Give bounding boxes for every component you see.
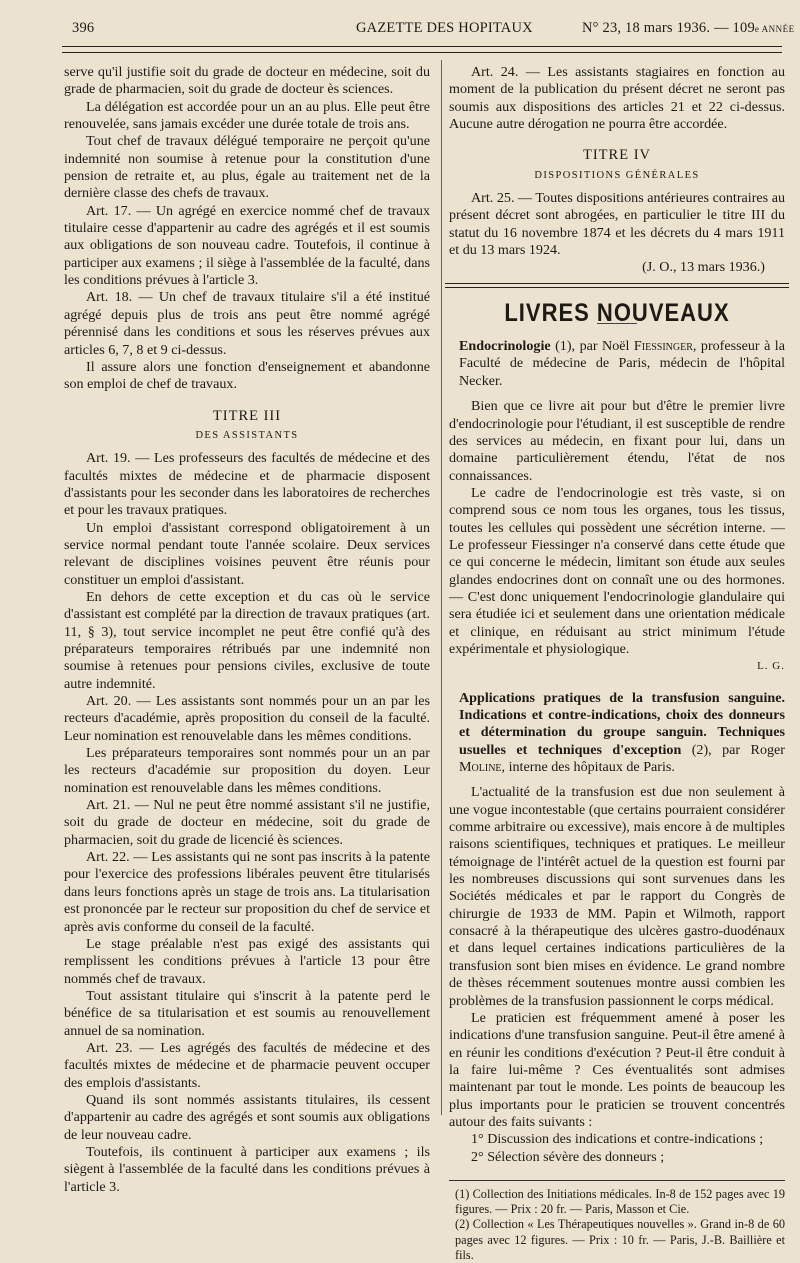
spacer	[449, 776, 785, 784]
article-24: Art. 24. — Les assistants stagiaires en fonction au moment de la publication du présent décret ne seront pas soumis aux dispositions des articles 21 et 22 ci-dessus. Aucune autre dérogation ne pourra être accordée.	[449, 64, 785, 133]
journal-officiel-ref: (J. O., 13 mars 1936.)	[642, 259, 765, 276]
article-18: Art. 18. — Un chef de travaux titulaire s'il a été institué agrégé depuis plus de trois ans peut être nommé agrégé pérennisé dans les conditions et sous les réserves prévues aux articles 6, 7, 8 et 9 ci-dessus.	[64, 289, 430, 358]
paragraph: Toutefois, ils continuent à participer aux examens ; ils siègent à l'assemblée de la faculté dans les conditions prévues à l'article 3.	[64, 1143, 430, 1195]
header-rule-thick	[62, 46, 782, 47]
book-title: Endocrinologie	[459, 338, 551, 355]
list-item: 2° Sélection sévère des donneurs ;	[471, 1148, 665, 1165]
review-paragraph: Bien que ce livre ait pour but d'être le premier livre d'endocrinologie pour l'étudiant, il est susceptible de rendre des services au médecin, en fixant pour lui, dans un domaine particulièrement étendu, l'état de nos connaissances.	[449, 398, 785, 484]
paragraph: Les préparateurs temporaires sont nommés pour un an par les recteurs d'académie sur proposition du doyen. Leur nomination est renouvelable dans les mêmes conditions.	[64, 745, 430, 796]
book-author: Moline,	[459, 759, 506, 776]
review-paragraph: L'actualité de la transfusion est due non seulement à une vogue incontestable (que certains pourraient considérer comme arbitraire ou excessive), mais encore à de multiples raisons scientifiques, techniques et pratiques. Le meilleur témoignage de l'intérêt actuel de la question est fourni par les nombreuses discussions qui sont survenues dans les Sociétés médicales et par le rapport du Congrès de chirurgie de 1933 de MM. Papin et Wilmoth, rapport consacré à la thérapeutique des ulcères gastro-duodénaux et dans lequel certaines indications particulières de la transfusion sont bien mises en évidence. Le grand nombre de thèses récemment soutenues montre aussi combien les problèmes de la transfusion passionnent le corps médical.	[449, 784, 785, 1009]
book-author-details: professeur à la Faculté de médecine de Paris, médecin de l'hôpital Necker.	[459, 338, 785, 389]
issue-year-suffix: e ANNÉE	[754, 24, 795, 34]
review-paragraph: Le praticien est fréquemment amené à poser les indications d'une transfusion sanguine. Peut-il être amené à en réunir les conditions d'exécution ? Peut-il être conduit à la faire lui-même ? Ces éventualités sont admises maintenant par tout le monde. Les points de beaucoup les plus importants pour le praticien se trouvent concentrés autour des faits suivants :	[449, 1009, 785, 1130]
footnote-ref: (2),	[691, 741, 712, 758]
paragraph: Tout assistant titulaire qui s'inscrit à la patente perd le bénéfice de sa titularisation et est soumis au renouvellement annuel de sa nomination.	[64, 987, 430, 1039]
book-author-details: interne des hôpitaux de Paris.	[508, 759, 675, 776]
right-column	[449, 64, 785, 1263]
article-22: Art. 22. — Les assistants qui ne sont pas inscrits à la patente pour l'exercice des professions libérales peuvent être titularisés dans leurs fonctions après un stage de trois ans. La titularisation est prononcée par le recteur sur proposition du chef de service et après avis conforme du conseil de la faculté.	[64, 849, 430, 935]
book-entry-header	[449, 338, 785, 390]
article-20: Art. 20. — Les assistants sont nommés pour un an par les recteurs d'académie, après proposition du conseil de la faculté. Leur nomination est renouvelable dans les mêmes conditions.	[64, 693, 430, 744]
paragraph: Un emploi d'assistant correspond obligatoirement à un service normal pendant toute l'année scolaire. Deux services relevant de disciplines voisines peuvent être réunis pour constituer un emploi d'assistant.	[64, 519, 430, 588]
section-rule-thin	[445, 287, 789, 288]
paragraph: En dehors de cette exception et du cas où le service d'assistant est complété par la direction de travaux pratiques (art. 11, § 3), tout service incomplet ne peut être confié qu'à des préparateurs temporaires rétribués par une indemnité non soumise à retenues pour pensions civiles, exclusive de toute autre indemnité.	[64, 588, 430, 692]
book-review-transfusion	[449, 690, 785, 1166]
paragraph: Quand ils sont nommés assistants titulaires, ils cessent d'appartenir au cadre des agrégés et sont soumis aux obligations de leur nouveau cadre.	[64, 1091, 430, 1143]
review-signature: L. G.	[757, 660, 785, 673]
footnote-ref: (1),	[555, 338, 576, 355]
article-17: Art. 17. — Un agrégé en exercice nommé chef de travaux titulaire cesse d'appartenir au cadre des agrégés et il est soumis aux obligations de son nouveau cadre. Toutefois, il continue à participer aux examens ; il siège à l'assemblée de la faculté, dans les conditions prévues à l'article 3.	[64, 202, 430, 289]
journal-title: GAZETTE DES HOPITAUX	[356, 20, 533, 36]
book-by: par Roger	[722, 741, 785, 758]
footnote-1: (1) Collection des Initiations médicales. In-8 de 152 pages avec 19 figures. — Prix : 20 fr. — Paris, Masson et Cie.	[455, 1186, 785, 1217]
article-23: Art. 23. — Les agrégés des facultés de médecine et des facultés mixtes de médecine et de pharmacie peuvent occuper des emplois d'assistants.	[64, 1039, 430, 1091]
section-title-titre-3: TITRE III	[212, 407, 282, 424]
paragraph: La délégation est accordée pour un an au plus. Elle peut être renouvelée, sans jamais excéder une durée totale de trois ans.	[64, 98, 430, 133]
header-rule-thin	[62, 52, 782, 53]
section-heading-livres-nouveaux: LIVRES NOUVEAUX	[504, 297, 730, 327]
column-divider	[441, 60, 442, 1115]
list-item: 1° Discussion des indications et contre-indications ;	[471, 1131, 764, 1148]
paragraph: Il assure alors une fonction d'enseignement et abandonne son emploi de chef de travaux.	[64, 358, 430, 393]
review-paragraph: Le cadre de l'endocrinologie est très vaste, si on comprend sous ce nom tous les organes, tous les tissus, toutes les cellules qui possèdent une sécrétion interne. — Le professeur Fiessinger n'a conservé dans cette étude que ce qui concerne le médecin, limitant son étude aux seules glandes endocrines dont on connaît une ou des hormones. — C'est donc uniquement l'endocrinologie glandulaire qui sera étudiée ici et seulement dans une orientation médicale et clinique, en réduisant au strict minimum l'étude expérimentale et physiologique.	[449, 484, 785, 657]
paragraph: serve qu'il justifie soit du grade de docteur en médecine, soit du grade de pharmacien, soit du grade de docteur ès sciences.	[64, 64, 430, 98]
book-title: Applications pratiques de la transfusion sanguine. Indications et contre-indications, choix des donneurs et détermination du groupe sanguin. Techniques usuelles et techniques d'exception	[459, 689, 785, 758]
spacer	[449, 390, 785, 398]
section-title-titre-4: TITRE IV	[583, 147, 651, 164]
book-entry-header	[449, 690, 785, 777]
page-header	[60, 20, 795, 42]
book-review-endocrinologie	[449, 338, 785, 676]
section-subtitle-assistants: DES ASSISTANTS	[195, 429, 299, 441]
issue-date: N° 23, 18 mars 1936. — 109	[582, 20, 755, 36]
paragraph: Le stage préalable n'est pas exigé des assistants qui remplissent les conditions prévues à l'article 13 pour être nommés chef de travaux.	[64, 935, 430, 987]
article-21: Art. 21. — Nul ne peut être nommé assistant s'il ne justifie, soit du grade de docteur en médecine, soit du grade de pharmacien, soit du grade de licencié ès sciences.	[64, 797, 430, 848]
left-column	[64, 64, 430, 1196]
issue-info	[582, 20, 795, 37]
section-subtitle-dispositions: DISPOSITIONS GÉNÉRALES	[534, 169, 700, 181]
book-author: Fiessinger,	[633, 338, 697, 355]
paragraph: Tout chef de travaux délégué temporaire ne perçoit qu'une indemnité non soumise à retenue pour la constitution d'une pension de retraite et, au plus, égale au traitement net de la dernière classe des chefs de travaux.	[64, 133, 430, 202]
spacer	[449, 676, 785, 690]
article-19: Art. 19. — Les professeurs des facultés de médecine et des facultés mixtes de médecine et de pharmacie disposent d'assistants pour les seconder dans les laboratoires de recherches et pour les travaux pratiques.	[64, 450, 430, 519]
section-rule-thick	[445, 283, 789, 284]
page-number: 396	[72, 20, 95, 36]
footnote-rule	[449, 1180, 785, 1181]
book-by: par Noël	[579, 338, 630, 355]
footnote-2: (2) Collection « Les Thérapeutiques nouvelles ». Grand in-8 de 60 pages avec 12 figures. — Prix : 10 fr. — Paris, J.-B. Baillière et fils.	[455, 1217, 785, 1262]
article-25: Art. 25. — Toutes dispositions antérieures contraires au présent décret sont abrogées, en particulier le titre III du statut du 16 novembre 1874 et les décrets du 4 mars 1911 et du 13 mars 1924.	[449, 190, 785, 259]
